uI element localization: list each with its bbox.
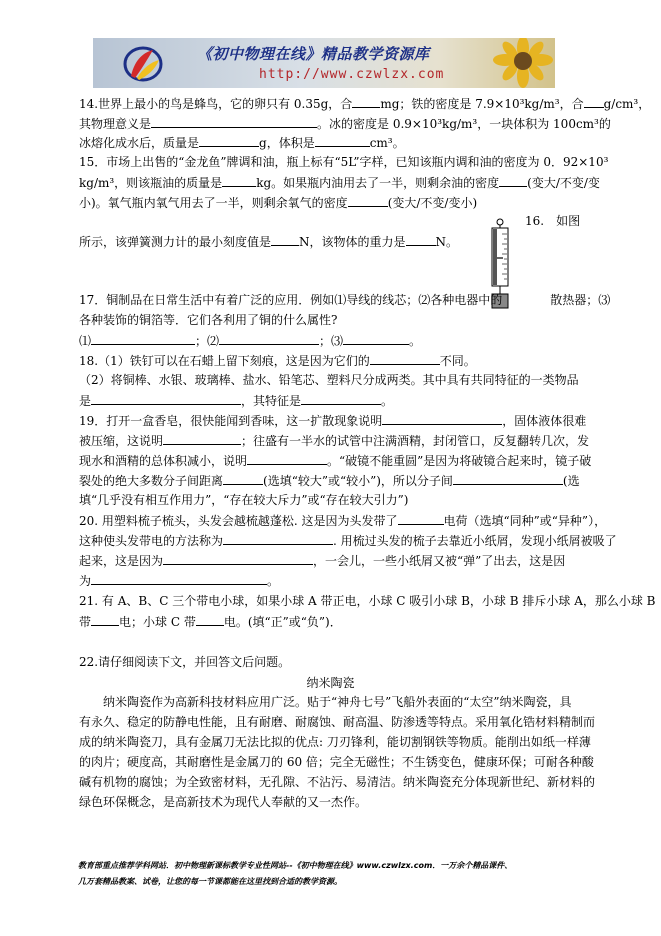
q20-blank-charge[interactable] xyxy=(398,512,444,525)
q19-line-1 xyxy=(79,412,586,429)
q14-text: g，体积是 xyxy=(259,136,315,150)
q20-blank-method[interactable] xyxy=(223,532,333,545)
q17-line-1 xyxy=(79,292,610,308)
q17-line-3 xyxy=(79,332,421,349)
q20-text: 这种使头发带电的方法称为 xyxy=(79,534,224,548)
q16-blank-min-scale[interactable] xyxy=(271,233,299,246)
footer-line-2: 几万套精品教案、试卷，让您的每一节课都能在这里找到合适的教学资源。 xyxy=(78,877,342,886)
q14-text: cm³。 xyxy=(369,136,405,150)
q15-line-1: 15．市场上出售的“金龙鱼”牌调和油，瓶上标有“5L”字样，已知该瓶内调和油的密度为 0．92×10³ xyxy=(79,155,609,169)
q20-text: 为 xyxy=(79,574,92,588)
q15-text: kg。如果瓶内油用去了一半，则剩余油的密度 xyxy=(256,176,500,190)
banner-title: 《初中物理在线》精品教学资源库 xyxy=(197,45,430,63)
q15-text: 小)。氧气瓶内氧气用去了一半，则剩余氧气的密度 xyxy=(79,196,348,210)
q19-text: ，固体液体很难 xyxy=(502,414,587,428)
q20-line-2 xyxy=(79,532,617,549)
q18-text: 是 xyxy=(79,394,92,408)
q18-line-1 xyxy=(79,352,476,369)
q20-blank-attract[interactable] xyxy=(163,552,313,565)
q21-blank-c[interactable] xyxy=(196,613,224,626)
q14-text: 冰熔化成水后，质量是 xyxy=(79,136,200,150)
q20-text: . 用梳过头发的梳子去靠近小纸屑，发现小纸屑被吸了 xyxy=(333,534,617,548)
q17-text: 散热器；⑶ xyxy=(550,293,611,307)
q20-blank-repel[interactable] xyxy=(91,572,267,585)
q15-blank-mass[interactable] xyxy=(222,174,256,187)
q17-blank-1[interactable] xyxy=(91,332,195,345)
q14-text: 。冰的密度是 0.9×10³kg/m³，一块体积为 100cm³的 xyxy=(317,117,611,131)
banner-url: http://www.czwlzx.com xyxy=(259,67,445,82)
q18-line-2: （2）将铜棒、水银、玻璃棒、盐水、铅笔芯、塑料尺分成两类。其中具有共同特征的一类物品 xyxy=(79,373,579,387)
q15-line-2 xyxy=(79,174,600,191)
q16-text: N，该物体的重力是 xyxy=(299,235,406,249)
q15-text: kg/m³，则该瓶油的质量是 xyxy=(79,176,223,190)
q18-line-3 xyxy=(79,392,393,409)
q14-text: mg；铁的密度是 7.9×10³kg/m³，合 xyxy=(380,97,584,111)
q19-line-4 xyxy=(79,472,580,489)
site-logo-icon xyxy=(123,44,163,84)
q19-text: 。“破镜不能重圆”是因为将破镜合起来时，镜子破 xyxy=(327,454,592,468)
q18-text: 18.（1）铁钉可以在石蜡上留下刻痕，这是因为它们的 xyxy=(79,354,370,368)
q14-text: g/cm³， xyxy=(603,97,651,111)
q19-text: 裂处的绝大多数分子间距离 xyxy=(79,474,224,488)
q18-blank-feature[interactable] xyxy=(301,392,381,405)
q19-text: 被压缩，这说明 xyxy=(79,434,164,448)
q18-blank-property[interactable] xyxy=(370,352,440,365)
q21-text: 电；小球 C 带 xyxy=(119,615,196,629)
q19-blank-compress[interactable] xyxy=(163,432,241,445)
q19-blank-force[interactable] xyxy=(453,472,563,485)
q14-text: 其物理意义是 xyxy=(79,117,152,131)
q21-text: 电。(填“正”或“负”)． xyxy=(223,615,342,629)
q22-para-line-1: 纳米陶瓷作为高新科技材料应用广泛。贴于“神舟七号”飞船外表面的“太空”纳米陶瓷，具 xyxy=(79,695,572,709)
q19-text: (选 xyxy=(562,474,580,488)
q22-para-line-4: 的肉片；硬度高，其耐磨性是金属刀的 60 倍；完全无磁性；不生锈变色，健康环保；可耐各种酸 xyxy=(79,755,594,769)
q18-text: ，其特征是 xyxy=(241,394,302,408)
q20-text: 电荷（选填“同种”或“异种”）， xyxy=(443,514,607,528)
q17-line-2: 各种装饰的铜箔等．它们各利用了铜的什么属性? xyxy=(79,313,338,327)
q20-text: 20. 用塑料梳子梳头，头发会越梳越蓬松. 这是因为头发带了 xyxy=(79,514,398,528)
q22-passage-title: 纳米陶瓷 xyxy=(306,676,355,690)
q22-para-line-6: 绿色环保概念，是高新技术为现代人奉献的又一杰作。 xyxy=(79,795,368,809)
q20-line-1 xyxy=(79,512,606,529)
q17-text: ；⑵ xyxy=(195,334,220,348)
header-banner xyxy=(93,38,555,88)
q17-text: ；⑶ xyxy=(319,334,344,348)
q19-line-2 xyxy=(79,432,589,449)
q14-blank-mass[interactable] xyxy=(199,134,259,147)
q16-line-2 xyxy=(79,233,458,250)
q21-text: 带 xyxy=(79,615,92,629)
q19-text: 19．打开一盒香皂，很快能闻到香味，这一扩散现象说明 xyxy=(79,414,383,428)
q14-line-3 xyxy=(79,134,405,151)
q21-line-1: 21. 有 A、B、C 三个带电小球，如果小球 A 带正电，小球 C 吸引小球 B，小球 B 排斥小球 A，那么小球 B xyxy=(79,594,656,608)
q14-blank-mg[interactable] xyxy=(352,95,380,108)
q15-blank-oil-density[interactable] xyxy=(499,174,527,187)
q19-line-3 xyxy=(79,452,591,469)
q15-text: (变大/不变/变 xyxy=(527,176,600,190)
q19-text: 现水和酒精的总体积减小，说明 xyxy=(79,454,248,468)
q21-blank-b[interactable] xyxy=(91,613,119,626)
q20-text: ，一会儿，一些小纸屑又被“弹”了出去，这是因 xyxy=(313,554,566,568)
q18-blank-items[interactable] xyxy=(91,392,241,405)
q19-blank-distance[interactable] xyxy=(223,472,263,485)
q18-text: 。 xyxy=(381,394,394,408)
q18-text: 不同。 xyxy=(439,354,476,368)
q17-blank-3[interactable] xyxy=(343,332,409,345)
q19-blank-diffusion[interactable] xyxy=(382,412,502,425)
q14-line-2 xyxy=(79,115,611,132)
q16-text: 所示，该弹簧测力计的最小刻度值是 xyxy=(79,235,272,249)
q22-para-line-3: 成的纳米陶瓷刀，具有金属刀无法比拟的优点: 刀刃锋利，能切割钢铁等物质。能削出如纸一样薄 xyxy=(79,735,591,749)
q22-intro: 22.请仔细阅读下文，并回答文后问题。 xyxy=(79,655,291,669)
q17-text: 17．铜制品在日常生活中有着广泛的应用．例如⑴导线的线芯；⑵各种电器中的 xyxy=(79,293,503,307)
footer-line-1: 教育部重点推荐学科网站．初中物理新课标教学专业性网站--《初中物理在线》www.czwlzx.com．一万余个精品课件、 xyxy=(78,861,513,870)
q17-text: 。 xyxy=(409,334,422,348)
q14-blank-gcm3[interactable] xyxy=(584,95,604,108)
q19-text: (选填“较大”或“较小”)，所以分子间 xyxy=(263,474,453,488)
q20-text: 。 xyxy=(267,574,280,588)
sunflower-icon xyxy=(483,38,553,88)
q21-line-2 xyxy=(79,613,342,630)
q20-line-3 xyxy=(79,552,565,569)
q17-blank-2[interactable] xyxy=(219,332,319,345)
q16-line-1: 16. 如图 xyxy=(525,214,581,228)
q15-line-3 xyxy=(79,194,477,211)
q15-text: (变大/不变/变小) xyxy=(387,196,478,210)
q16-text: N。 xyxy=(435,235,459,249)
q22-para-line-2: 有永久、稳定的防静电性能，且有耐磨、耐腐蚀、耐高温、防渗透等特点。采用氧化锆材料精制而 xyxy=(79,715,596,729)
q19-line-5: 填“几乎没有相互作用力”，“存在较大斥力”或“存在较大引力”) xyxy=(79,493,409,507)
q19-blank-volume[interactable] xyxy=(247,452,327,465)
q19-text: ；往盛有一半水的试管中注满酒精，封闭管口，反复翻转几次，发 xyxy=(241,434,590,448)
q14-blank-volume[interactable] xyxy=(315,134,370,147)
q20-line-4 xyxy=(79,572,279,589)
q16-blank-weight[interactable] xyxy=(406,233,436,246)
q22-para-line-5: 碱有机物的腐蚀；为全致密材料，无孔隙、不沾污、易清洁。纳米陶瓷充分体现新世纪、新材料的 xyxy=(79,775,596,789)
q17-text: ⑴ xyxy=(79,334,92,348)
q14-line-1 xyxy=(79,95,650,112)
q14-text: 14.世界上最小的鸟是蜂鸟，它的卵只有 0.35g，合 xyxy=(79,97,353,111)
q15-blank-oxygen-density[interactable] xyxy=(348,194,388,207)
q20-text: 起来，这是因为 xyxy=(79,554,164,568)
q14-blank-meaning[interactable] xyxy=(151,115,317,128)
